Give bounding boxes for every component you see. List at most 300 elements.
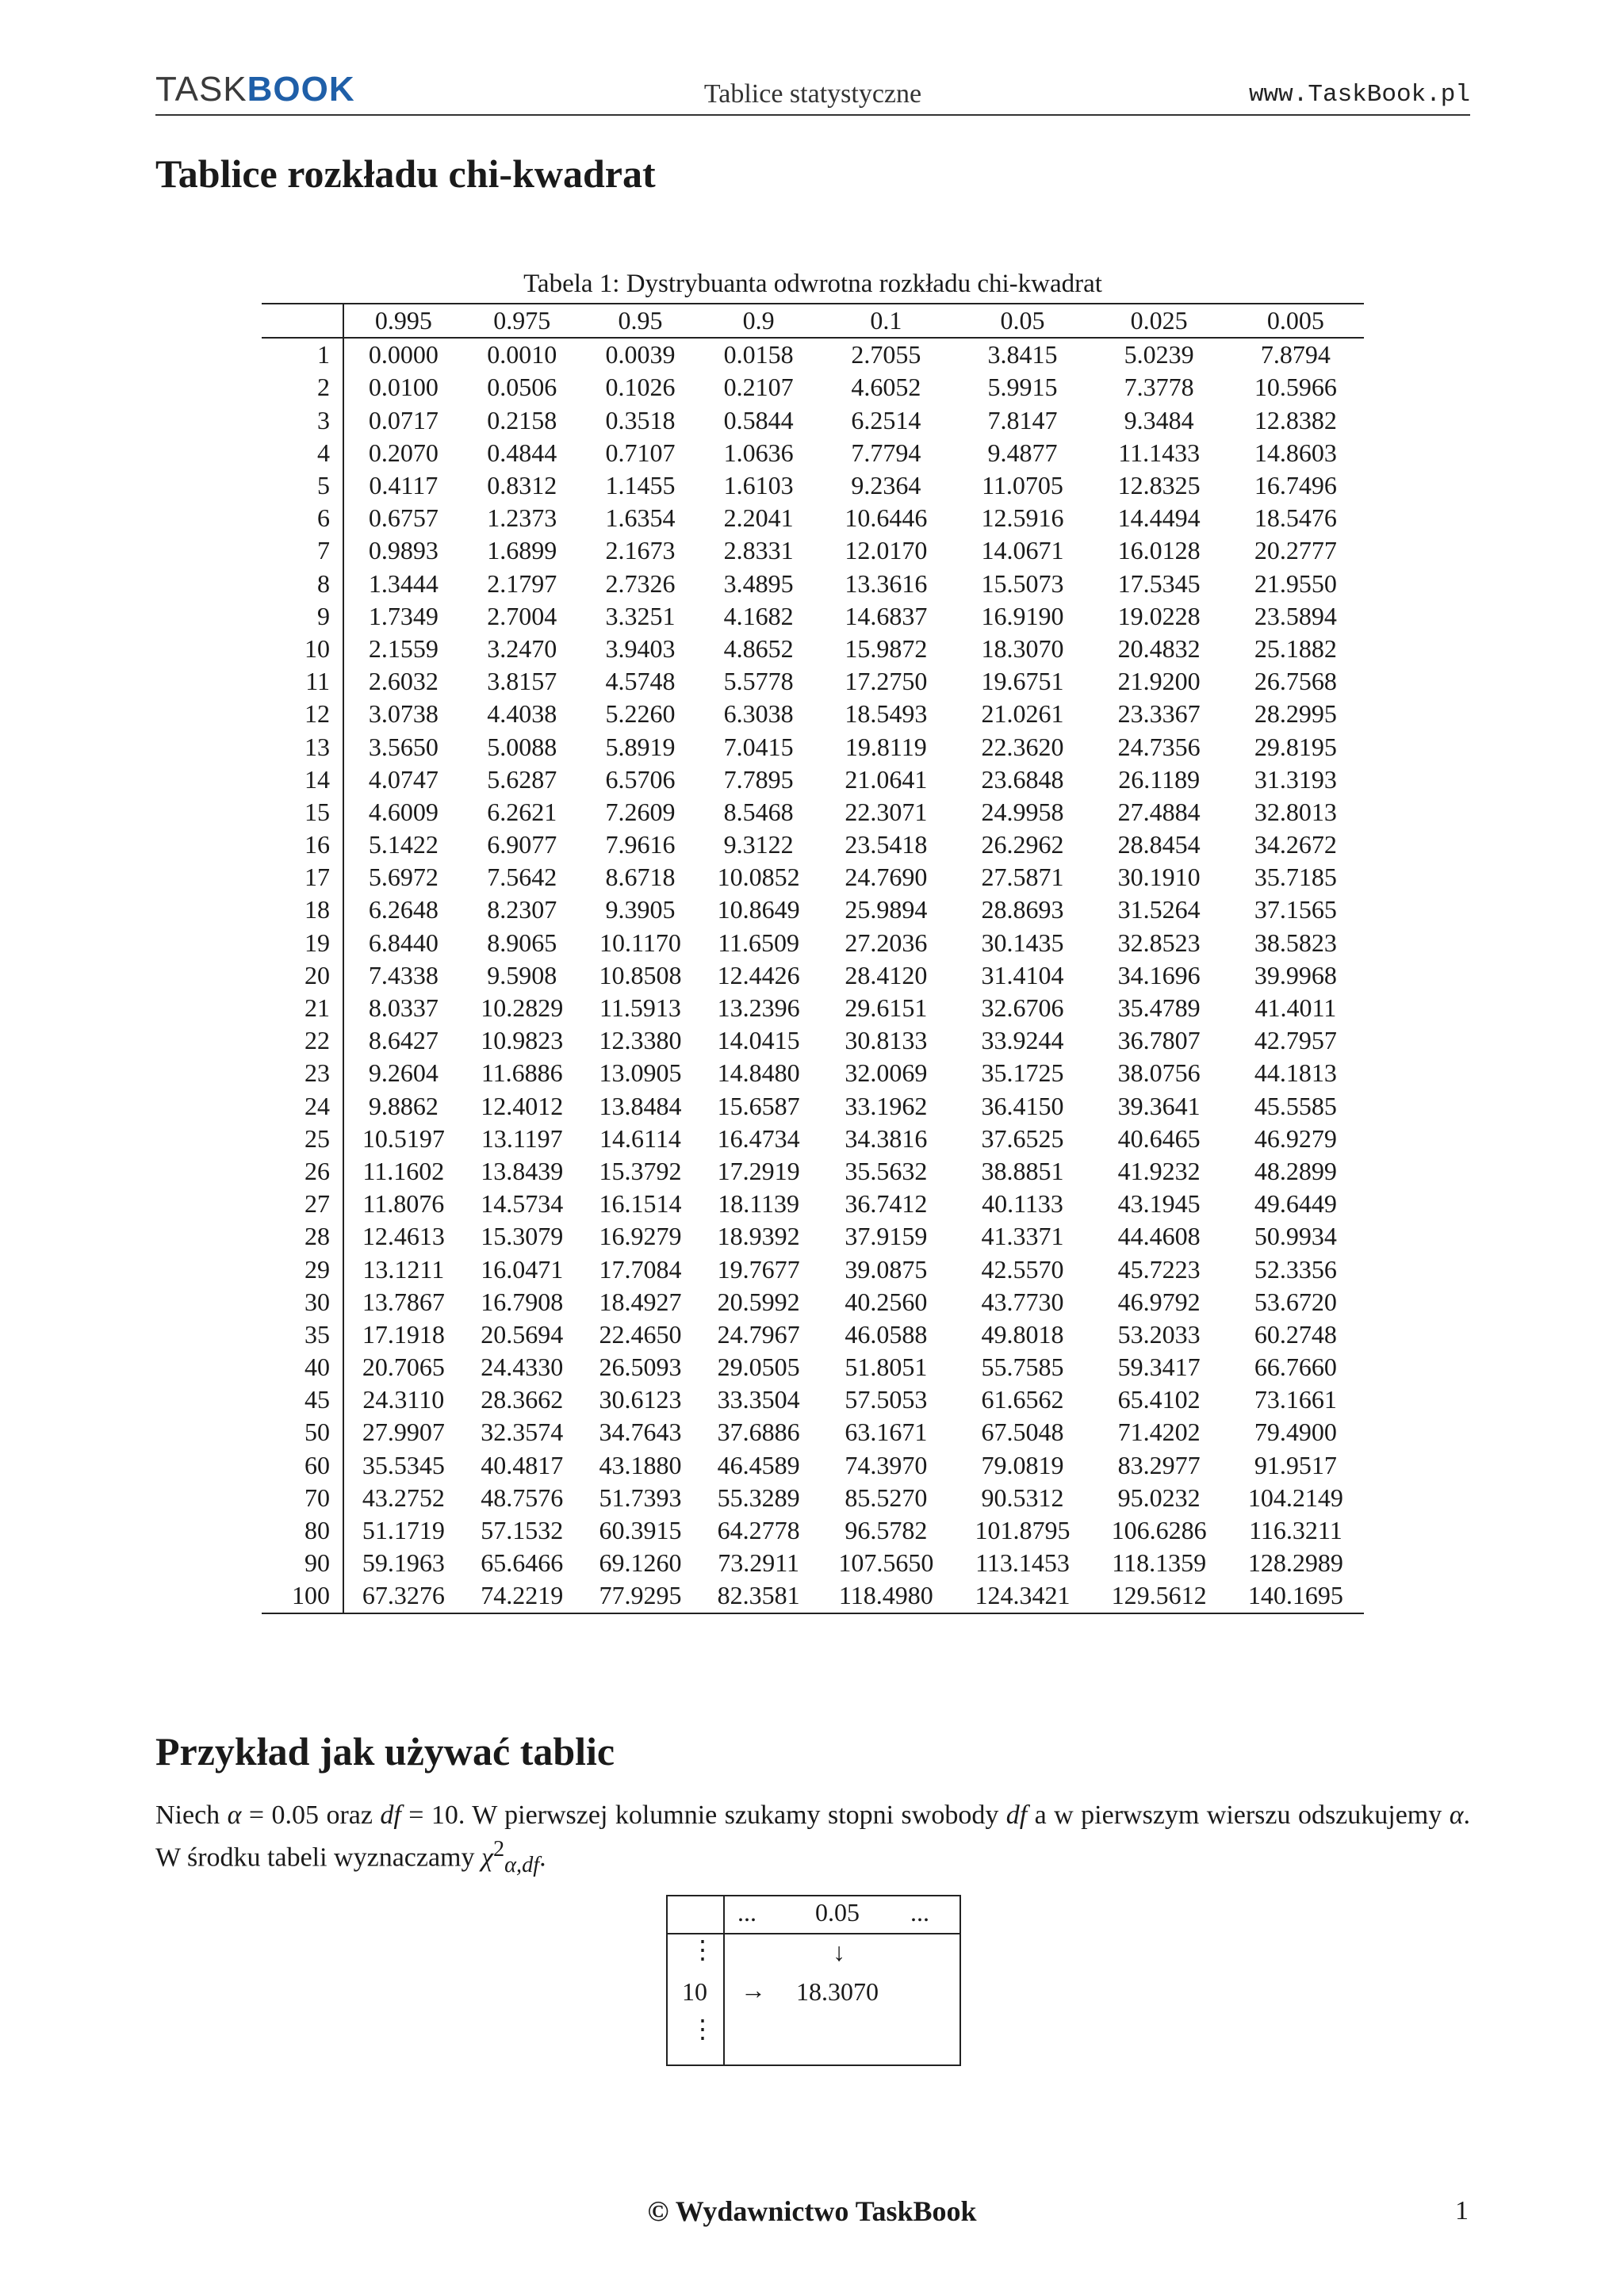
value-cell: 55.3289 xyxy=(717,1483,800,1512)
value-cell: 0.5844 xyxy=(723,405,794,434)
value-cell: 7.8147 xyxy=(987,405,1058,434)
value-cell: 43.1945 xyxy=(1117,1189,1201,1219)
value-cell: 95.0232 xyxy=(1117,1483,1201,1512)
box-vdots-top: ⋮ xyxy=(690,1935,715,1964)
logo-light-text: TASK xyxy=(155,70,247,109)
value-cell: 46.9279 xyxy=(1254,1123,1337,1153)
value-cell: 9.4877 xyxy=(987,438,1058,467)
value-cell: 45.5585 xyxy=(1254,1091,1337,1120)
value-cell: 118.4980 xyxy=(838,1581,933,1610)
table-row xyxy=(262,1416,1364,1448)
value-cell: 14.8480 xyxy=(717,1058,800,1088)
value-cell: 32.8523 xyxy=(1117,928,1201,957)
value-cell: 11.6886 xyxy=(481,1058,563,1088)
value-cell: 28.8693 xyxy=(981,895,1064,924)
value-cell: 12.0170 xyxy=(845,536,928,565)
value-cell: 14.4494 xyxy=(1117,503,1201,533)
value-cell: 35.1725 xyxy=(981,1058,1064,1088)
value-cell: 74.3970 xyxy=(845,1450,928,1479)
df-cell: 70 xyxy=(262,1482,343,1514)
value-cell: 8.9065 xyxy=(487,928,557,957)
df-cell: 14 xyxy=(262,763,343,796)
value-cell: 0.0717 xyxy=(368,405,439,434)
value-cell: 30.8133 xyxy=(845,1026,928,1055)
value-cell: 0.0000 xyxy=(368,340,439,369)
df-cell: 45 xyxy=(262,1383,343,1416)
value-cell: 22.3620 xyxy=(981,732,1064,761)
value-cell: 10.9823 xyxy=(481,1026,564,1055)
value-cell: 13.0905 xyxy=(599,1058,682,1088)
value-cell: 107.5650 xyxy=(838,1548,934,1578)
example-lookup-box xyxy=(666,1895,961,2066)
value-cell: 128.2989 xyxy=(1247,1548,1343,1578)
value-cell: 5.8919 xyxy=(605,732,676,761)
value-cell: 12.5916 xyxy=(981,503,1064,533)
chi-subscript: α,df xyxy=(504,1853,540,1878)
value-cell: 28.4120 xyxy=(845,960,928,989)
value-cell: 5.2260 xyxy=(605,699,676,729)
table-row xyxy=(262,959,1364,992)
value-cell: 4.0747 xyxy=(368,764,439,794)
value-cell: 10.8508 xyxy=(599,960,682,989)
value-cell: 38.5823 xyxy=(1254,928,1337,957)
value-cell: 1.2373 xyxy=(487,503,557,533)
value-cell: 43.1880 xyxy=(599,1450,682,1479)
column-header: 0.025 xyxy=(1130,306,1188,335)
df-cell: 80 xyxy=(262,1514,343,1547)
column-header: 0.995 xyxy=(374,306,432,335)
value-cell: 7.7895 xyxy=(723,764,794,794)
value-cell: 24.9958 xyxy=(981,797,1064,826)
value-cell: 30.1910 xyxy=(1117,863,1201,892)
value-cell: 18.1139 xyxy=(718,1189,800,1219)
value-cell: 20.4832 xyxy=(1117,633,1201,663)
df-cell: 60 xyxy=(262,1449,343,1482)
value-cell: 16.0128 xyxy=(1117,536,1201,565)
value-cell: 12.8325 xyxy=(1117,471,1201,500)
table-row xyxy=(262,828,1364,861)
table-row xyxy=(262,1286,1364,1318)
value-cell: 64.2778 xyxy=(717,1516,800,1545)
value-cell: 18.5493 xyxy=(845,699,928,729)
value-cell: 9.2364 xyxy=(851,471,921,500)
value-cell: 30.1435 xyxy=(981,928,1064,957)
table-caption: Tabela 1: Dystrybuanta odwrotna rozkładu chi-kwadrat xyxy=(523,270,1102,298)
value-cell: 37.1565 xyxy=(1254,895,1337,924)
value-cell: 18.4927 xyxy=(599,1287,682,1316)
df-cell: 35 xyxy=(262,1318,343,1351)
value-cell: 12.4426 xyxy=(717,960,800,989)
table-row xyxy=(262,1547,1364,1579)
value-cell: 65.6466 xyxy=(481,1548,564,1578)
table-row xyxy=(262,1318,1364,1351)
value-cell: 67.3276 xyxy=(362,1581,445,1610)
value-cell: 5.6287 xyxy=(487,764,557,794)
df-cell: 7 xyxy=(262,534,343,567)
value-cell: 20.5694 xyxy=(481,1319,564,1349)
value-cell: 7.9616 xyxy=(605,830,676,859)
df-cell: 24 xyxy=(262,1090,343,1123)
value-cell: 34.2672 xyxy=(1254,830,1337,859)
value-cell: 13.7867 xyxy=(362,1287,445,1316)
value-cell: 14.8603 xyxy=(1254,438,1337,467)
df-cell: 50 xyxy=(262,1416,343,1448)
page-title: Tablice rozkładu chi-kwadrat xyxy=(155,151,656,196)
table-row xyxy=(262,665,1364,698)
value-cell: 82.3581 xyxy=(717,1581,800,1610)
value-cell: 15.9872 xyxy=(845,633,928,663)
corner-cell xyxy=(262,304,343,338)
df-cell: 40 xyxy=(262,1351,343,1383)
value-cell: 13.2396 xyxy=(717,993,800,1023)
value-cell: 0.2107 xyxy=(723,373,794,402)
value-cell: 9.8862 xyxy=(368,1091,439,1120)
value-cell: 46.4589 xyxy=(717,1450,800,1479)
value-cell: 13.8484 xyxy=(599,1091,682,1120)
value-cell: 21.0641 xyxy=(845,764,928,794)
value-cell: 10.5197 xyxy=(362,1123,445,1153)
value-cell: 60.2748 xyxy=(1254,1319,1337,1349)
value-cell: 3.5650 xyxy=(368,732,439,761)
value-cell: 24.4330 xyxy=(481,1353,564,1382)
value-cell: 35.5345 xyxy=(362,1450,445,1479)
df-cell: 23 xyxy=(262,1057,343,1089)
value-cell: 69.1260 xyxy=(599,1548,682,1578)
value-cell: 8.5468 xyxy=(723,797,794,826)
chi-symbol: χ xyxy=(481,1843,493,1873)
value-cell: 7.0415 xyxy=(723,732,794,761)
value-cell: 46.9792 xyxy=(1117,1287,1201,1316)
table-row xyxy=(262,1579,1364,1613)
value-cell: 24.3110 xyxy=(362,1385,445,1414)
text-span: . xyxy=(539,1843,546,1873)
value-cell: 27.2036 xyxy=(845,928,928,957)
text-span: = 10. W pierwszej kolumnie szukamy stopni swobody xyxy=(408,1800,999,1830)
value-cell: 14.0671 xyxy=(981,536,1064,565)
value-cell: 71.4202 xyxy=(1117,1418,1201,1447)
value-cell: 43.7730 xyxy=(981,1287,1064,1316)
value-cell: 24.7967 xyxy=(717,1319,800,1349)
value-cell: 17.2919 xyxy=(717,1156,800,1185)
value-cell: 83.2977 xyxy=(1117,1450,1201,1479)
table-row xyxy=(262,1057,1364,1089)
value-cell: 45.7223 xyxy=(1117,1254,1201,1284)
value-cell: 3.3251 xyxy=(605,601,676,630)
value-cell: 0.1026 xyxy=(605,373,676,402)
value-cell: 11.8076 xyxy=(362,1189,445,1219)
value-cell: 116.3211 xyxy=(1249,1516,1342,1545)
value-cell: 1.6103 xyxy=(723,471,794,500)
value-cell: 0.7107 xyxy=(605,438,676,467)
df-cell: 28 xyxy=(262,1220,343,1253)
value-cell: 7.8794 xyxy=(1260,340,1331,369)
box-vertical-rule xyxy=(723,1896,725,2064)
value-cell: 51.1719 xyxy=(362,1516,445,1545)
value-cell: 30.6123 xyxy=(599,1385,682,1414)
value-cell: 25.1882 xyxy=(1254,633,1337,663)
value-cell: 73.2911 xyxy=(718,1548,800,1578)
table-header-row xyxy=(262,304,1364,338)
value-cell: 35.7185 xyxy=(1254,863,1337,892)
df-cell: 16 xyxy=(262,828,343,861)
value-cell: 34.7643 xyxy=(599,1418,682,1447)
value-cell: 1.6354 xyxy=(605,503,676,533)
value-cell: 38.8851 xyxy=(981,1156,1064,1185)
page-number: 1 xyxy=(1455,2196,1469,2225)
column-header: 0.05 xyxy=(1000,306,1045,335)
value-cell: 21.9550 xyxy=(1254,568,1337,598)
value-cell: 0.9893 xyxy=(368,536,439,565)
value-cell: 15.3079 xyxy=(481,1222,564,1251)
table-row xyxy=(262,1449,1364,1482)
value-cell: 6.2621 xyxy=(487,797,557,826)
value-cell: 44.4608 xyxy=(1117,1222,1201,1251)
value-cell: 11.1433 xyxy=(1118,438,1201,467)
column-header: 0.9 xyxy=(742,306,775,335)
table-row xyxy=(262,796,1364,828)
value-cell: 6.9077 xyxy=(487,830,557,859)
text-span: = 0.05 oraz xyxy=(248,1800,373,1830)
footer-copyright: © Wydawnictwo TaskBook xyxy=(647,2195,977,2227)
column-header: 0.1 xyxy=(870,306,902,335)
value-cell: 66.7660 xyxy=(1254,1353,1337,1382)
value-cell: 34.1696 xyxy=(1117,960,1201,989)
value-cell: 63.1671 xyxy=(845,1418,928,1447)
text-span: a w pierwszym wierszu odszukujemy xyxy=(1034,1800,1442,1830)
value-cell: 23.6848 xyxy=(981,764,1064,794)
value-cell: 23.3367 xyxy=(1117,699,1201,729)
value-cell: 36.7412 xyxy=(845,1189,928,1219)
value-cell: 1.6899 xyxy=(487,536,557,565)
value-cell: 6.5706 xyxy=(605,764,676,794)
column-header: 0.975 xyxy=(493,306,551,335)
value-cell: 2.2041 xyxy=(723,503,794,533)
value-cell: 11.0705 xyxy=(982,471,1063,500)
value-cell: 6.2648 xyxy=(368,895,439,924)
table-row xyxy=(262,1024,1364,1057)
value-cell: 2.7055 xyxy=(851,340,921,369)
value-cell: 59.3417 xyxy=(1117,1353,1201,1382)
value-cell: 13.8439 xyxy=(481,1156,564,1185)
value-cell: 27.5871 xyxy=(981,863,1064,892)
value-cell: 19.0228 xyxy=(1117,601,1201,630)
value-cell: 10.1170 xyxy=(599,928,681,957)
value-cell: 3.8415 xyxy=(987,340,1058,369)
value-cell: 49.8018 xyxy=(981,1319,1064,1349)
df-cell: 10 xyxy=(262,633,343,665)
box-dots-left: ... xyxy=(737,1898,756,1927)
value-cell: 18.3070 xyxy=(981,633,1064,663)
value-cell: 41.3371 xyxy=(981,1222,1064,1251)
value-cell: 12.4012 xyxy=(481,1091,564,1120)
table-row xyxy=(262,404,1364,437)
df-cell: 4 xyxy=(262,437,343,469)
value-cell: 19.6751 xyxy=(981,667,1064,696)
value-cell: 10.0852 xyxy=(717,863,800,892)
value-cell: 0.0158 xyxy=(723,340,794,369)
value-cell: 14.0415 xyxy=(717,1026,800,1055)
df-cell: 3 xyxy=(262,404,343,437)
value-cell: 65.4102 xyxy=(1117,1385,1201,1414)
alpha-symbol: α xyxy=(227,1800,242,1830)
value-cell: 5.5778 xyxy=(723,667,794,696)
table-row xyxy=(262,1253,1364,1285)
value-cell: 34.3816 xyxy=(845,1123,928,1153)
value-cell: 23.5418 xyxy=(845,830,928,859)
value-cell: 0.8312 xyxy=(487,471,557,500)
chi-square-table xyxy=(262,303,1364,1614)
value-cell: 39.9968 xyxy=(1254,960,1337,989)
value-cell: 29.6151 xyxy=(845,993,928,1023)
value-cell: 51.8051 xyxy=(845,1353,928,1382)
value-cell: 26.5093 xyxy=(599,1353,682,1382)
value-cell: 7.7794 xyxy=(851,438,921,467)
df-cell: 29 xyxy=(262,1253,343,1285)
value-cell: 37.6525 xyxy=(981,1123,1064,1153)
table-row xyxy=(262,927,1364,959)
df-cell: 26 xyxy=(262,1155,343,1188)
value-cell: 8.6718 xyxy=(605,863,676,892)
value-cell: 85.5270 xyxy=(845,1483,928,1512)
value-cell: 26.1189 xyxy=(1118,764,1201,794)
value-cell: 19.8119 xyxy=(845,732,927,761)
value-cell: 6.8440 xyxy=(368,928,439,957)
value-cell: 0.3518 xyxy=(605,405,676,434)
table-row xyxy=(262,437,1364,469)
value-cell: 16.7496 xyxy=(1254,471,1337,500)
df-cell: 13 xyxy=(262,730,343,763)
value-cell: 29.0505 xyxy=(717,1353,800,1382)
value-cell: 2.1797 xyxy=(487,568,557,598)
chi-superscript: 2 xyxy=(492,1837,505,1862)
value-cell: 4.4038 xyxy=(487,699,557,729)
df-cell: 8 xyxy=(262,568,343,600)
table-body xyxy=(262,338,1364,1613)
value-cell: 10.8649 xyxy=(717,895,800,924)
value-cell: 6.2514 xyxy=(851,405,921,434)
box-df-value: 10 xyxy=(682,1977,707,2006)
value-cell: 9.2604 xyxy=(368,1058,439,1088)
value-cell: 40.6465 xyxy=(1117,1123,1201,1153)
value-cell: 33.9244 xyxy=(981,1026,1064,1055)
value-cell: 2.1559 xyxy=(368,633,439,663)
value-cell: 38.0756 xyxy=(1117,1058,1201,1088)
value-cell: 41.4011 xyxy=(1254,993,1337,1023)
df-cell: 17 xyxy=(262,861,343,894)
example-heading: Przykład jak używać tablic xyxy=(155,1729,615,1774)
value-cell: 12.3380 xyxy=(599,1026,682,1055)
down-arrow-icon: ↓ xyxy=(833,1938,845,1966)
value-cell: 31.5264 xyxy=(1117,895,1201,924)
value-cell: 28.8454 xyxy=(1117,830,1201,859)
df-cell: 25 xyxy=(262,1123,343,1155)
value-cell: 17.7084 xyxy=(599,1254,682,1284)
value-cell: 2.7004 xyxy=(487,601,557,630)
value-cell: 0.0506 xyxy=(487,373,557,402)
value-cell: 49.6449 xyxy=(1254,1189,1337,1219)
value-cell: 2.6032 xyxy=(368,667,439,696)
table-row xyxy=(262,371,1364,404)
value-cell: 53.6720 xyxy=(1254,1287,1337,1316)
value-cell: 79.4900 xyxy=(1254,1418,1337,1447)
table-row xyxy=(262,1482,1364,1514)
value-cell: 31.4104 xyxy=(981,960,1064,989)
value-cell: 22.3071 xyxy=(845,797,928,826)
table-row xyxy=(262,633,1364,665)
value-cell: 104.2149 xyxy=(1247,1483,1343,1512)
value-cell: 1.3444 xyxy=(368,568,439,598)
value-cell: 32.8013 xyxy=(1254,797,1337,826)
value-cell: 124.3421 xyxy=(975,1581,1071,1610)
value-cell: 10.2829 xyxy=(481,993,564,1023)
df-cell: 5 xyxy=(262,469,343,502)
value-cell: 2.7326 xyxy=(605,568,676,598)
value-cell: 8.0337 xyxy=(368,993,439,1023)
value-cell: 106.6286 xyxy=(1111,1516,1207,1545)
value-cell: 101.8795 xyxy=(975,1516,1071,1545)
value-cell: 20.5992 xyxy=(717,1287,800,1316)
value-cell: 67.5048 xyxy=(981,1418,1064,1447)
value-cell: 11.5913 xyxy=(599,993,681,1023)
value-cell: 16.9190 xyxy=(981,601,1064,630)
df-cell: 22 xyxy=(262,1024,343,1057)
value-cell: 0.2158 xyxy=(487,405,557,434)
value-cell: 31.3193 xyxy=(1254,764,1337,794)
right-arrow-icon: → xyxy=(741,1976,766,2004)
value-cell: 19.7677 xyxy=(717,1254,800,1284)
table-row xyxy=(262,600,1364,633)
value-cell: 27.9907 xyxy=(362,1418,445,1447)
value-cell: 52.3356 xyxy=(1254,1254,1337,1284)
df-cell: 2 xyxy=(262,371,343,404)
value-cell: 11.1602 xyxy=(362,1156,445,1185)
value-cell: 25.9894 xyxy=(845,895,928,924)
value-cell: 113.1453 xyxy=(975,1548,1070,1578)
value-cell: 13.1197 xyxy=(481,1123,563,1153)
df-symbol: df xyxy=(1005,1800,1028,1830)
df-cell: 19 xyxy=(262,927,343,959)
value-cell: 4.8652 xyxy=(723,633,794,663)
value-cell: 32.3574 xyxy=(481,1418,564,1447)
df-cell: 12 xyxy=(262,698,343,730)
value-cell: 40.2560 xyxy=(845,1287,928,1316)
value-cell: 24.7356 xyxy=(1117,732,1201,761)
value-cell: 33.1962 xyxy=(845,1091,928,1120)
value-cell: 14.6837 xyxy=(845,601,928,630)
value-cell: 2.8331 xyxy=(723,536,794,565)
value-cell: 96.5782 xyxy=(845,1516,928,1545)
value-cell: 44.1813 xyxy=(1254,1058,1337,1088)
value-cell: 32.0069 xyxy=(845,1058,928,1088)
table-row xyxy=(262,763,1364,796)
table-row xyxy=(262,568,1364,600)
value-cell: 16.9279 xyxy=(599,1222,682,1251)
table-row xyxy=(262,338,1364,371)
df-cell: 90 xyxy=(262,1547,343,1579)
value-cell: 33.3504 xyxy=(717,1385,800,1414)
value-cell: 39.3641 xyxy=(1117,1091,1201,1120)
value-cell: 48.7576 xyxy=(481,1483,564,1512)
value-cell: 16.1514 xyxy=(599,1189,682,1219)
logo-bold-text: BOOK xyxy=(247,70,355,109)
value-cell: 79.0819 xyxy=(981,1450,1064,1479)
alpha-symbol: α xyxy=(1449,1800,1464,1830)
value-cell: 5.0088 xyxy=(487,732,557,761)
value-cell: 20.2777 xyxy=(1254,536,1337,565)
column-header: 0.95 xyxy=(618,306,663,335)
table-row xyxy=(262,1188,1364,1220)
value-cell: 37.6886 xyxy=(717,1418,800,1447)
